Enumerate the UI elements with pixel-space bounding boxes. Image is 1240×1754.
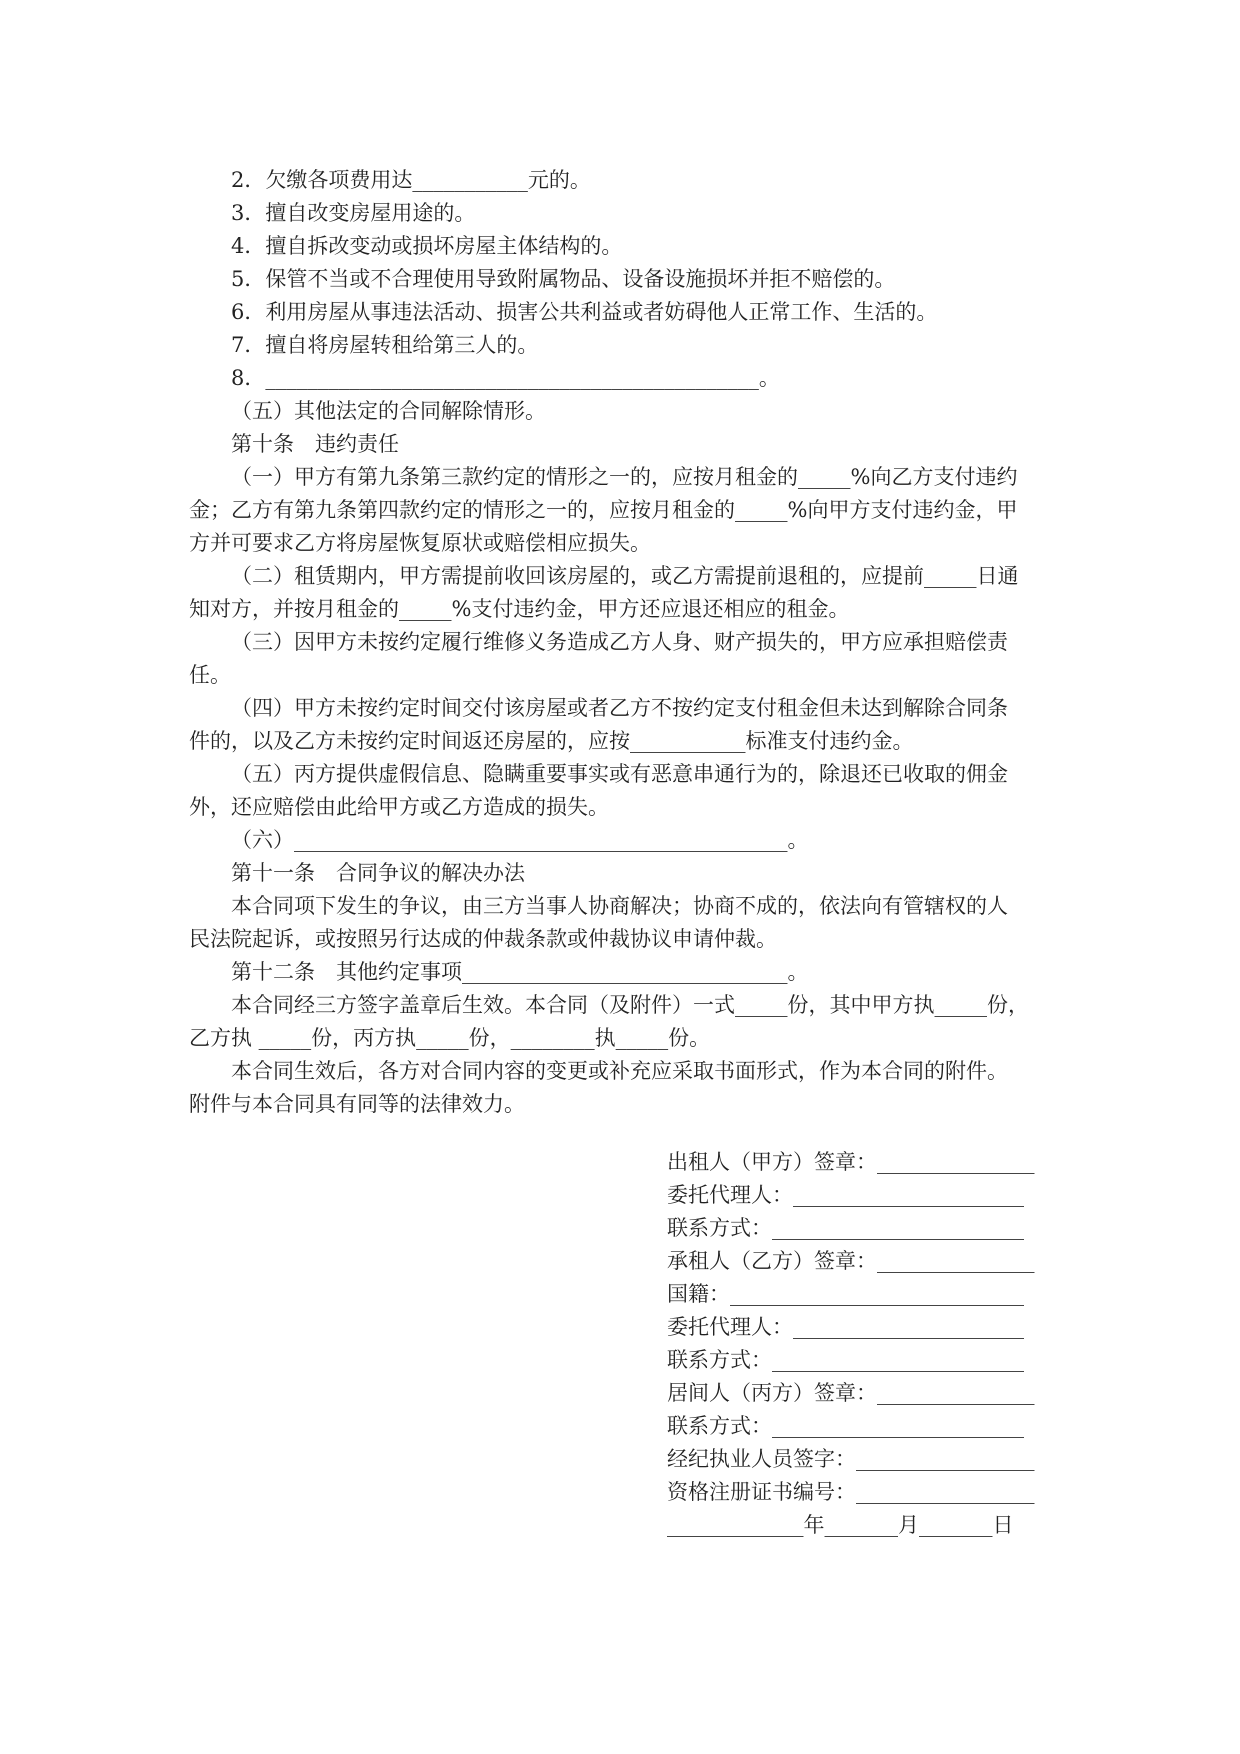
clause-line: 2．欠缴各项费用达___________元的。	[231, 168, 591, 192]
paragraph-line: （一）甲方有第九条第三款约定的情形之一的，应按月租金的_____%向乙方支付违约	[231, 465, 1018, 489]
signature-field-lessee-agent: 委托代理人：______________________	[667, 1315, 1024, 1339]
paragraph-line: （五）丙方提供虚假信息、隐瞒重要事实或有恶意串通行为的，除退还已收取的佣金	[231, 762, 1008, 786]
paragraph-line: 任。	[189, 663, 231, 687]
paragraph-line: 金；乙方有第九条第四款约定的情形之一的，应按月租金的_____%向甲方支付违约金，甲	[189, 498, 1018, 522]
paragraph-line: （三）因甲方未按约定履行维修义务造成乙方人身、财产损失的，甲方应承担赔偿责	[231, 630, 1008, 654]
clause-line: 8．_______________________________________________。	[231, 366, 780, 390]
signature-field-broker: 经纪执业人员签字：_________________	[667, 1447, 1035, 1471]
paragraph-line: 本合同生效后，各方对合同内容的变更或补充应采取书面形式，作为本合同的附件。	[231, 1059, 1008, 1083]
paragraph-line: 方并可要求乙方将房屋恢复原状或赔偿相应损失。	[189, 531, 651, 555]
signature-field-lessor-agent: 委托代理人：______________________	[667, 1183, 1024, 1207]
article-heading: 第十一条 合同争议的解决办法	[231, 861, 525, 885]
paragraph-line: 外，还应赔偿由此给甲方或乙方造成的损失。	[189, 795, 609, 819]
paragraph-line: 本合同经三方签字盖章后生效。本合同（及附件）一式_____份，其中甲方执_____份，	[231, 993, 1029, 1017]
signature-field-lessee-contact: 联系方式：________________________	[667, 1348, 1024, 1372]
signature-field-date: _____________年_______月_______日	[667, 1513, 1014, 1537]
signature-field-lessor: 出租人（甲方）签章：_______________	[667, 1150, 1035, 1174]
article-heading: 第十二条 其他约定事项_______________________________。	[231, 960, 809, 984]
signature-field-nationality: 国籍：____________________________	[667, 1282, 1024, 1306]
signature-field-intermediary: 居间人（丙方）签章：_______________	[667, 1381, 1035, 1405]
paragraph-line: 乙方执 _____份，丙方执_____份，________执_____份。	[189, 1026, 711, 1050]
clause-line: 7．擅自将房屋转租给第三人的。	[231, 333, 539, 357]
paragraph-line: （四）甲方未按约定时间交付该房屋或者乙方不按约定支付租金但未达到解除合同条	[231, 696, 1008, 720]
paragraph-line: 本合同项下发生的争议，由三方当事人协商解决；协商不成的，依法向有管辖权的人	[231, 894, 1008, 918]
clause-line: 3．擅自改变房屋用途的。	[231, 201, 476, 225]
paragraph-line: 件的，以及乙方未按约定时间返还房屋的，应按___________标准支付违约金。	[189, 729, 914, 753]
signature-field-lessor-contact: 联系方式：________________________	[667, 1216, 1024, 1240]
paragraph-line: （六）_______________________________________________。	[231, 828, 809, 852]
signature-field-intermediary-contact: 联系方式：________________________	[667, 1414, 1024, 1438]
clause-line: 6．利用房屋从事违法活动、损害公共利益或者妨碍他人正常工作、生活的。	[231, 300, 938, 324]
clause-line: （五）其他法定的合同解除情形。	[231, 399, 546, 423]
signature-field-lessee: 承租人（乙方）签章：_______________	[667, 1249, 1035, 1273]
clause-line: 4．擅自拆改变动或损坏房屋主体结构的。	[231, 234, 623, 258]
article-heading: 第十条 违约责任	[231, 432, 399, 456]
paragraph-line: 民法院起诉，或按照另行达成的仲裁条款或仲裁协议申请仲裁。	[189, 927, 777, 951]
signature-field-certificate-no: 资格注册证书编号：_________________	[667, 1480, 1035, 1504]
paragraph-line: （二）租赁期内，甲方需提前收回该房屋的，或乙方需提前退租的，应提前_____日通	[231, 564, 1019, 588]
paragraph-line: 知对方，并按月租金的_____%支付违约金，甲方还应退还相应的租金。	[189, 597, 850, 621]
paragraph-line: 附件与本合同具有同等的法律效力。	[189, 1092, 525, 1116]
clause-line: 5．保管不当或不合理使用导致附属物品、设备设施损坏并拒不赔偿的。	[231, 267, 896, 291]
